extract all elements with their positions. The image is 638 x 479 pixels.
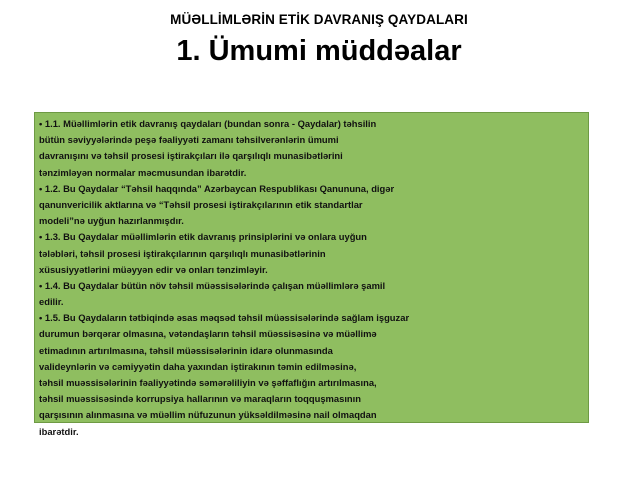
text-line: edilir. bbox=[39, 296, 64, 308]
text-line: durumun bərqərar olmasına, vətəndaşların təhsil müəssisəsinə və müəllimə bbox=[39, 328, 377, 340]
slide-title: 1. Ümumi müddəalar bbox=[176, 35, 462, 67]
text-line: • 1.4. Bu Qaydalar bütün növ təhsil müəssisələrində çalışan müəllimlərə şamil bbox=[39, 279, 386, 291]
text-line: • 1.1. Müəllimlərin etik davranış qaydaları (bundan sonra - Qaydalar) təhsilin bbox=[39, 118, 377, 129]
text-line: qanunvericilik aktlarına və “Təhsil prosesi iştirakçılarının etik standartlar bbox=[39, 198, 363, 210]
text-line: xüsusiyyətlərini müəyyən edir və onları tənzimləyir. bbox=[39, 263, 268, 275]
text-line: • 1.3. Bu Qaydalar müəllimlərin etik davranış prinsiplərini və onlara uyğun bbox=[39, 231, 367, 243]
text-line: bütün səviyyələrində peşə fəaliyyəti zamanı təhsilverənlərin ümumi bbox=[39, 134, 339, 146]
body-text bbox=[39, 116, 584, 440]
text-line: etimadının artırılmasına, təhsil müəssisələrinin idarə olunmasında bbox=[39, 344, 333, 356]
text-line: modeli”nə uyğun hazırlanmışdır. bbox=[39, 215, 184, 227]
content-box bbox=[34, 112, 589, 437]
text-line: • 1.2. Bu Qaydalar “Təhsil haqqında” Azərbaycan Respublikası Qanununa, digər bbox=[39, 182, 395, 194]
text-line: qarşısının alınmasına və müəllim nüfuzunun yüksəldilməsinə nail olmaqdan bbox=[39, 409, 377, 421]
document-header-title: MÜƏLLİMLƏRİN ETİK DAVRANIŞ QAYDALARI bbox=[170, 12, 468, 27]
text-line: təhsil muəssisəsində korrupsiya hallarının və maraqların toqquşmasının bbox=[39, 393, 361, 405]
text-line: valideynlərin və cəmiyyətin daha yaxından iştirakının təmin edilməsinə, bbox=[39, 360, 357, 372]
text-line: • 1.5. Bu Qaydaların tətbiqində əsas məqsəd təhsil müəssisələrində sağlam işguzar bbox=[39, 312, 410, 324]
text-line: tənzimləyən normalar məcmusundan ibarətdir. bbox=[39, 166, 247, 178]
text-line: tələbləri, təhsil prosesi iştirakçılarının qarşılıqlı munasibətlərinin bbox=[39, 247, 326, 259]
text-line: ibarətdir. bbox=[39, 425, 79, 437]
text-line: davranışını və təhsil prosesi iştirakçıları ilə qarşılıqlı munasibətlərini bbox=[39, 150, 343, 162]
text-line: təhsil muəssisələrinin fəaliyyətində səmərəliliyin və şəffaflığın artırılmasına, bbox=[39, 377, 377, 388]
